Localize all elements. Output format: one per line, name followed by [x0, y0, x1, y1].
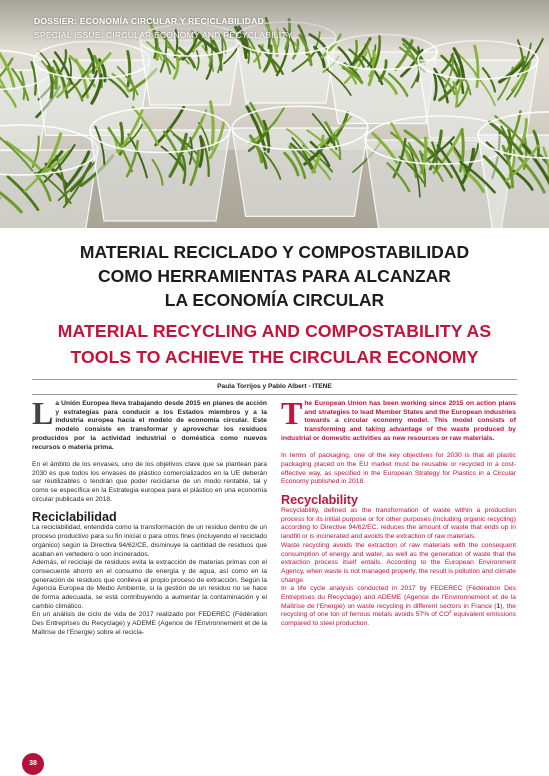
intro-es: [32, 395, 267, 452]
paragraph-en-4: [281, 585, 516, 629]
title-es-line-3: LA ECONOMÍA CIRCULAR: [164, 290, 385, 310]
paragraph-en-2: Recyclability, defined as the transformation of waste within a production process for its initial purpose or for other purposes (including organic recycling) according to Directive 94/62/EC, reduces the amount of waste that ends up in landfill or is incinerated and avoids the extraction of raw materials.: [281, 507, 516, 541]
title-spanish: [40, 240, 509, 312]
paragraph-es-4: En un análisis de ciclo de vida de 2017 realizado por FEDEREC (Fédération Des Entreprises du Recyclage) y ADEME (Agence de l'Environnement et de la Maîtrise de l'Energie) sobre el recicla-: [32, 611, 267, 636]
title-en-line-1: MATERIAL RECYCLING AND COMPOSTABILITY AS: [57, 321, 492, 341]
authors-rule-top: [32, 379, 517, 380]
title-es-line-1: MATERIAL RECICLADO Y COMPOSTABILIDAD: [79, 242, 470, 262]
spanish-column: [32, 395, 267, 638]
p4-en-post: equivalent emissions compared to steel production.: [281, 611, 516, 628]
paragraph-en-3: Waste recycling avoids the extraction of raw materials with the consequent consumption of energy and water, as well as the generation of waste that the extraction process itself entails. According to the European Environment Agency, when waste is not managed properly, the result is pollution and climate change.: [281, 541, 516, 584]
dropcap-en: T: [281, 395, 303, 431]
intro-en-text: he European Union has been working since 2015 on action plans and strategies to lead Member States and the European industries towards a circular economy model. This model consists of transforming and taking advantage of the waste produced by industrial or domestic activities as new resources or raw materials.: [281, 400, 516, 442]
authors-byline: Paula Torrijos y Pablo Albert - ITENE: [217, 383, 332, 390]
title-en-line-2: TOOLS TO ACHIEVE THE CIRCULAR ECONOMY: [70, 347, 479, 367]
p4-en-mid: ), the recycling of one ton of ferrous metals avoids 57% of CO: [281, 602, 516, 619]
heading-recyclability: Recyclability: [281, 493, 359, 508]
p4-en-pre: In a life cycle analysis conducted in 2017 by FEDEREC (Fédération Des Entreprises du Recyclage) and ADEME (Agence de l'Environnement et de la Maîtrise de l'Energie) on waste recycling in different sectors in France (: [281, 585, 516, 610]
dossier-label: DOSSIER: ECONOMÍA CIRCULAR Y RECICLABILIDAD: [34, 16, 264, 26]
authors-rule-bottom: [32, 394, 517, 395]
heading-reciclabilidad: Reciclabilidad: [32, 510, 117, 525]
title-es-line-2: COMO HERRAMIENTAS PARA ALCANZAR: [98, 266, 451, 286]
hero-photo: [0, 0, 549, 228]
intro-es-text: a Unión Europea lleva trabajando desde 2015 en planes de acción y estrategias para conducir a los Estados miembros y a la industria europea hacia el modelo de economía circular. Este modelo consiste en transformar y aprovechar los residuos producidos por la actividad industrial o doméstica como nuevos recursos o materia prima.: [32, 400, 267, 451]
intro-en: [281, 395, 516, 444]
reference-marker: 1: [496, 602, 501, 610]
english-column: [281, 395, 516, 629]
special-issue-label: SPECIAL ISSUE: CIRCULAR ECONOMY AND RECYCLABILITY: [34, 30, 293, 40]
co2-subscript: 2: [449, 609, 452, 615]
paragraph-en-1: In terms of packaging, one of the key objectives for 2030 is that all plastic packaging placed on the EU market must be reusable or recycled in a cost-effective way, as specified in the European Strategy for Plastics in a Circular Economy published in 2018.: [281, 452, 516, 486]
page-number-badge: 38: [22, 753, 44, 775]
dropcap-es: L: [32, 395, 54, 431]
title-english: [24, 318, 525, 370]
paragraph-es-1: En el ámbito de los envases, uno de los objetivos clave que se plantean para 2030 es que todos los envases de plástico comercializados en la UE deberán ser reutilizables o tendrán que poder reciclarse de un modo rentable, tal y como se específica en la Estrategia europea para el plástico en una economía circular publicada en 2018.: [32, 460, 267, 503]
paragraph-es-2: La reciclabilidad, entendida como la transformación de un residuo dentro de un proceso productivo para su fin inicial o para otros fines (incluyendo el reciclado orgánico) según la Directiva 94/62/CE, disminuye la cantidad de residuos que acaban en vertedero o son incinerados.: [32, 524, 267, 558]
paragraph-es-3: Además, el reciclaje de residuos evita la extracción de materias primas con el consecuente ahorro en el consumo de energía y de agua, así como en la generación de residuos que conlleva el propio proceso de extracción. Según la Agencia Europea de Medio Ambiente, si la gestión de un residuo no se hace de forma adecuada, se está contribuyendo a aumentar la contaminación y el cambio climático.: [32, 559, 267, 610]
